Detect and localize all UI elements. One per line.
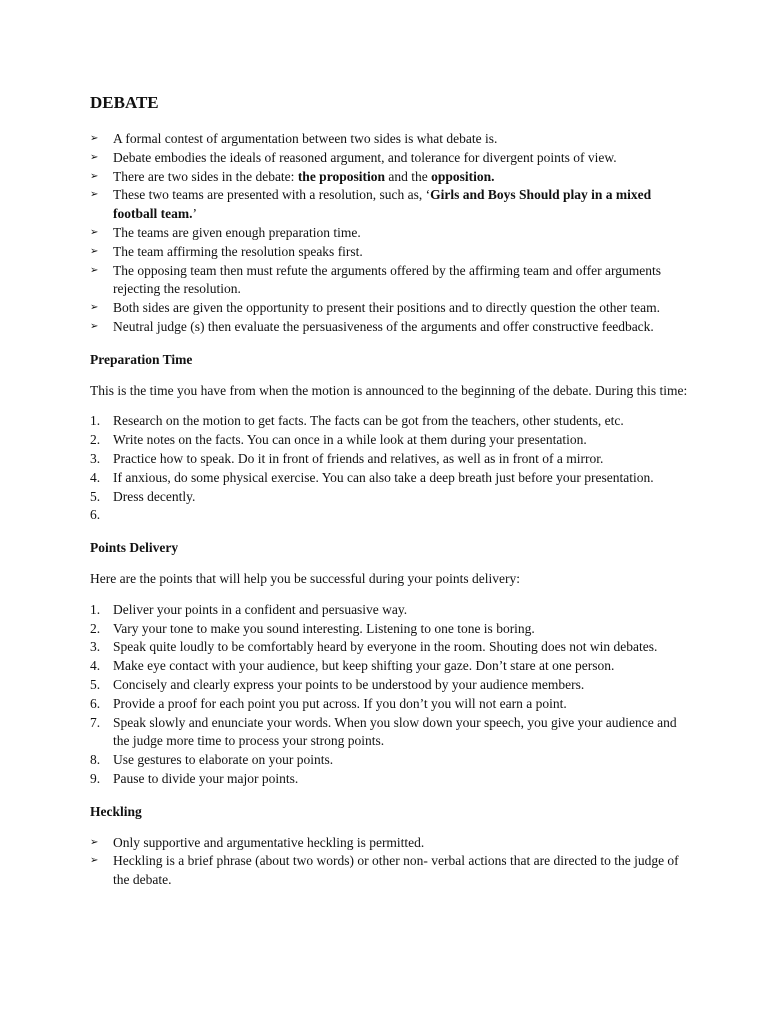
preparation-list (90, 412, 688, 525)
arrow-bullet-icon: ➢ (90, 170, 99, 182)
list-number: 3. (90, 639, 101, 655)
list-item: ➢ Debate embodies the ideals of reasoned argument, and tolerance for divergent points of view. (90, 149, 688, 168)
list-item: 1. Deliver your points in a confident and persuasive way. (90, 601, 688, 620)
list-item: 9. Pause to divide your major points. (90, 770, 688, 789)
list-item: 4. Make eye contact with your audience, but keep shifting your gaze. Don’t stare at one person. (90, 657, 688, 676)
list-item: ➢ Only supportive and argumentative heckling is permitted. (90, 834, 688, 853)
section-heading-heckling: Heckling (90, 803, 142, 819)
section-heading-preparation: Preparation Time (90, 351, 193, 367)
intro-bullet-list (90, 130, 688, 337)
list-item: 4. If anxious, do some physical exercise. You can also take a deep breath just before your presentation. (90, 469, 688, 488)
list-item: ➢ These two teams are presented with a resolution, such as, ‘Girls and Boys Should play in a mixed football team.’ (90, 187, 652, 222)
arrow-bullet-icon: ➢ (90, 264, 99, 276)
list-number: 1. (90, 413, 101, 429)
list-number: 4. (90, 469, 101, 485)
document-title: DEBATE (90, 93, 159, 112)
arrow-bullet-icon: ➢ (90, 245, 99, 257)
arrow-bullet-icon: ➢ (90, 855, 99, 867)
list-item: 7. Speak slowly and enunciate your words. When you slow down your speech, you give your audience and the judge more time to process your strong points. (90, 714, 677, 749)
list-number: 6. (90, 695, 101, 711)
list-item: 1. Research on the motion to get facts. The facts can be got from the teachers, other students, etc. (90, 412, 688, 431)
list-number: 4. (90, 658, 101, 674)
arrow-bullet-icon: ➢ (90, 189, 99, 201)
list-item: ➢ The opposing team then must refute the arguments offered by the affirming team and offer arguments rejecting the resolution. (90, 262, 661, 297)
list-item: ➢ Neutral judge (s) then evaluate the persuasiveness of the arguments and offer constructive feedback. (90, 318, 688, 337)
list-item: 5. Concisely and clearly express your points to be understood by your audience members. (90, 676, 688, 695)
list-number: 5. (90, 676, 101, 692)
list-number: 2. (90, 620, 101, 636)
list-number: 6. (90, 507, 101, 523)
arrow-bullet-icon: ➢ (90, 151, 99, 163)
arrow-bullet-icon: ➢ (90, 320, 99, 332)
heckling-list (90, 834, 688, 890)
list-number: 7. (90, 714, 101, 730)
arrow-bullet-icon: ➢ (90, 133, 99, 144)
list-item: 2. Write notes on the facts. You can once in a while look at them during your presentation. (90, 431, 688, 450)
list-number: 9. (90, 770, 101, 786)
list-number: 5. (90, 488, 101, 504)
list-item: ➢ The teams are given enough preparation time. (90, 224, 688, 243)
list-item: ➢ A formal contest of argumentation between two sides is what debate is. (90, 130, 688, 149)
bold-resolution: Girls and Boys Should play in a mixed football team. (113, 187, 652, 222)
preparation-intro: This is the time you have from when the motion is announced to the beginning of the debate. During this time: (90, 382, 688, 398)
list-item: 6. Provide a proof for each point you put across. If you don’t you will not earn a point. (90, 695, 688, 714)
list-item: 3. Speak quite loudly to be comfortably heard by everyone in the room. Shouting does not win debates. (90, 638, 688, 657)
list-item: ➢ There are two sides in the debate: the proposition and the opposition. (90, 168, 688, 187)
arrow-bullet-icon: ➢ (90, 836, 99, 848)
arrow-bullet-icon: ➢ (90, 302, 99, 314)
list-item: 2. Vary your tone to make you sound interesting. Listening to one tone is boring. (90, 620, 688, 639)
arrow-bullet-icon: ➢ (90, 226, 99, 238)
list-item: 3. Practice how to speak. Do it in front of friends and relatives, as well as in front of a mirror. (90, 450, 688, 469)
bold-term: the proposition (297, 168, 385, 184)
points-delivery-intro: Here are the points that will help you be successful during your points delivery: (90, 570, 521, 586)
list-number: 2. (90, 432, 101, 448)
list-number: 8. (90, 752, 101, 768)
list-item: 8. Use gestures to elaborate on your points. (90, 751, 688, 770)
list-item: ➢ Both sides are given the opportunity to present their positions and to directly question the other team. (90, 299, 688, 318)
points-delivery-list (90, 601, 688, 789)
list-number: 1. (90, 601, 101, 617)
list-item: 5. Dress decently. (90, 488, 688, 507)
list-item: ➢ Heckling is a brief phrase (about two words) or other non- verbal actions that are directed to the judge of the debate. (90, 853, 679, 888)
section-heading-points-delivery: Points Delivery (90, 540, 179, 556)
list-number: 3. (90, 450, 101, 466)
list-item (90, 506, 688, 525)
bold-term: opposition. (431, 168, 495, 184)
list-item: ➢ The team affirming the resolution speaks first. (90, 243, 688, 262)
